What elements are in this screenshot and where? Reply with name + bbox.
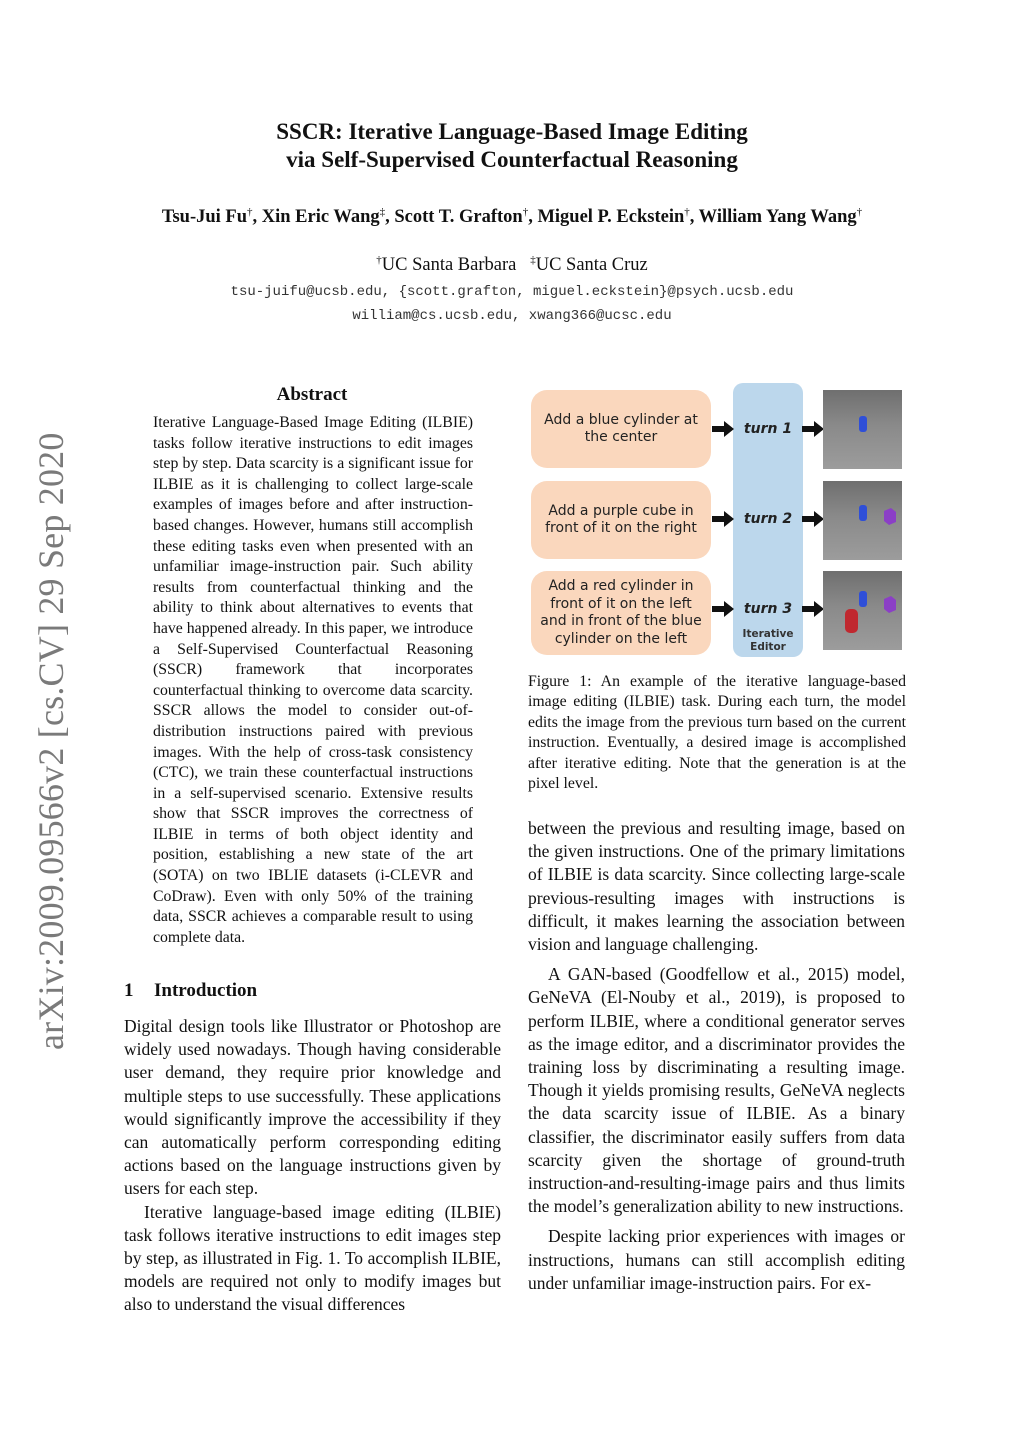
section-heading: [124, 980, 257, 1002]
blue-cylinder: [859, 591, 867, 607]
author-mark: ‡: [379, 206, 386, 218]
figure-1-caption: Figure 1: An example of the iterative language-based image editing (ILBIE) task. During each turn, the model edits the image from the previous turn based on the current instruction. Eventually, a desired image is accomplished after iterative editing. Note that the generation is at the pixel level.: [528, 673, 906, 793]
arxiv-identifier: arXiv:2009.09566v2 [cs.CV] 29 Sep 2020: [31, 432, 71, 1050]
intro-paragraph-1: Digital design tools like Illustrator or Photoshop are widely used nowadays. Though having considerable user demand, they require prior knowledge and multiple steps to use successfully. These applications would significantly improve the accessibility if they can automatically perform corresponding editing actions based on the language instructions given by users for each step.: [124, 1016, 501, 1199]
section-number: 1: [124, 980, 134, 1001]
affiliation-mark: †: [376, 254, 382, 266]
author-name: Tsu-Jui Fu: [161, 207, 248, 228]
author-name: Miguel P. Eckstein: [537, 207, 685, 228]
blue-cylinder: [859, 416, 867, 432]
abstract-text: Iterative Language-Based Image Editing (ILBIE) tasks follow iterative instructions to edit images step by step. Data scarcity is a significant issue for ILBIE as it is challenging to collect large-scale examples of images before and after instruction-based changes. However, humans still accomplish these editing tasks even when presented with an unfamiliar image-instruction pair. Such ability results from counterfactual thinking and the ability to think about alternatives to events that have happened already. In this paper, we introduce a Self-Supervised Counterfactual Reasoning (SSCR) framework that incorporates counterfactual thinking to overcome data scarcity. SSCR allows the model to consider out-of-distribution instructions paired with previous images. With the help of cross-task consistency (CTC), we train these counterfactual instructions in a self-supervised scenario. Extensive results show that SSCR improves the correctness of ILBIE in terms of both object identity and position, establishing a new state of the art (SOTA) on two IBLIE datasets (i-CLEVR and CoDraw). Even with only 50% of the training data, SSCR achieves a comparable result to using complete data.: [153, 414, 473, 946]
generated-image-turn-1: [823, 390, 902, 469]
section-title: Introduction: [154, 980, 258, 1001]
red-cylinder: [845, 609, 858, 633]
purple-cube: [884, 508, 896, 525]
right-paragraph-2: A GAN-based (Goodfellow et al., 2015) model, GeNeVA (El-Nouby et al., 2019), is proposed to perform ILBIE, where a conditional generator serves as the image editor, and a discriminator provides the training loss by discriminating a resulting image. Though it yields promising results, GeNeVA neglects the data scarcity issue of ILBIE. As a binary classifier, the discriminator easily suffers from data scarcity given the shortage of ground-truth instruction-and-resulting-image pairs and thus limits the model’s generalization ability to new instructions.: [528, 964, 905, 1217]
email-line-1: tsu-juifu@ucsb.edu, {scott.grafton, miguel.eckstein}@psych.ucsb.edu: [230, 284, 794, 300]
scene-objects: [823, 481, 902, 560]
arrow-right-icon: [712, 601, 734, 617]
author-mark: †: [856, 206, 863, 218]
right-paragraph-3: Despite lacking prior experiences with images or instructions, humans can still accomplish editing under unfamiliar image-instruction pairs. For ex-: [528, 1226, 905, 1293]
left-column-body: [124, 1015, 501, 1317]
intro-paragraph-2: Iterative language-based image editing (ILBIE) task follows iterative instructions to edit images step by step, as illustrated in Fig. 1. To accomplish ILBIE, models are required not only to modify images but also to understand the visual differences: [124, 1201, 501, 1315]
abstract-heading: Abstract: [276, 384, 348, 405]
instruction-box-1: Add a blue cylinder at the center: [531, 390, 711, 468]
scene-objects: [823, 571, 902, 650]
affiliation-ucsc: UC Santa Cruz: [535, 255, 648, 276]
arrow-right-icon: [802, 601, 824, 617]
turn-label-3: turn 3: [743, 601, 793, 617]
author-mark: †: [684, 206, 690, 218]
author-list: Tsu-Jui Fu†, Xin Eric Wang‡, Scott T. Grafton†, Miguel P. Eckstein†, William Yang Wang†: [161, 206, 863, 228]
arrow-right-icon: [712, 421, 734, 437]
instruction-box-2: Add a purple cube in front of it on the right: [531, 481, 711, 559]
affiliation-ucsb: UC Santa Barbara: [381, 255, 517, 276]
turn-label-2: turn 2: [743, 511, 793, 527]
instruction-box-3: Add a red cylinder in front of it on the left and in front of the blue cylinder on the left: [531, 571, 711, 655]
paper-title-line-1: SSCR: Iterative Language-Based Image Editing: [276, 119, 748, 144]
author-name: Scott T. Grafton: [394, 207, 523, 228]
blue-cylinder: [859, 505, 867, 521]
arrow-right-icon: [802, 421, 824, 437]
arrow-right-icon: [802, 511, 824, 527]
author-mark: †: [247, 206, 253, 218]
affiliations: [0, 254, 1024, 276]
purple-cube: [884, 596, 896, 613]
paper-title-line-2: via Self-Supervised Counterfactual Reasoning: [286, 147, 738, 172]
generated-image-turn-3: [823, 571, 902, 650]
affiliation-mark: ‡: [530, 254, 536, 266]
author-name: Xin Eric Wang: [261, 207, 380, 228]
arrow-right-icon: [712, 511, 734, 527]
author-mark: †: [522, 206, 529, 218]
email-line-2: william@cs.ucsb.edu, xwang366@ucsc.edu: [352, 308, 672, 324]
iterative-editor-label: Iterative Editor: [742, 628, 794, 653]
right-column-body: [528, 817, 905, 1295]
right-paragraph-1: between the previous and resulting image, based on the given instructions. One of the primary limitations of ILBIE is data scarcity. Since collecting large-scale previous-resulting images with instructions is difficult, it makes learning the association between vision and language challenging.: [528, 818, 905, 955]
scene-objects: [823, 390, 902, 469]
author-name: William Yang Wang: [698, 207, 857, 228]
generated-image-turn-2: [823, 481, 902, 560]
turn-label-1: turn 1: [743, 421, 793, 437]
